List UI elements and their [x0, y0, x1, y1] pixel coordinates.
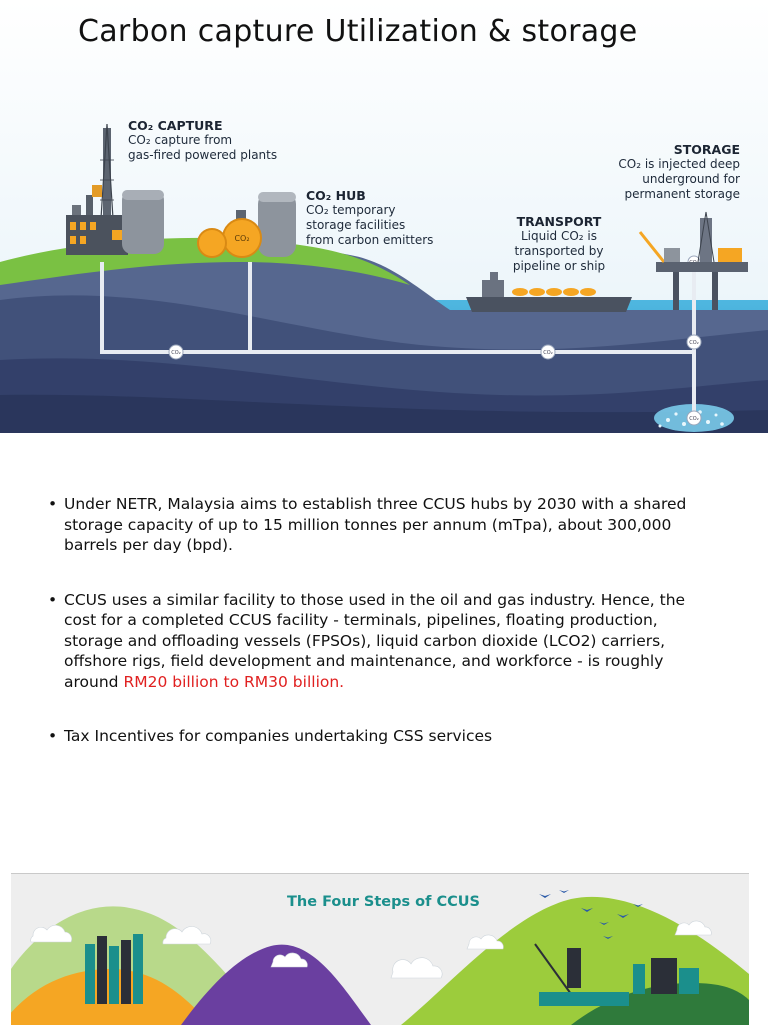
capture-heading: CO₂ CAPTURE	[128, 118, 223, 133]
hub-line: CO₂ temporary	[306, 203, 396, 217]
capture-label	[128, 118, 277, 163]
bullet-ccus-cost	[48, 590, 688, 693]
storage-line: permanent storage	[624, 187, 740, 201]
node-label: CO₂	[171, 350, 181, 356]
tank-co2-label: CO₂	[234, 234, 250, 243]
storage-line: CO₂ is injected deep	[618, 157, 740, 171]
storage-line: underground for	[642, 172, 740, 186]
storage-heading: STORAGE	[673, 142, 740, 157]
storage-label	[590, 142, 740, 202]
bullet-list	[48, 494, 688, 747]
cost-highlight: RM20 billion to RM30 billion.	[123, 672, 345, 691]
transport-heading: TRANSPORT	[516, 214, 602, 229]
transport-line: Liquid CO₂ is	[520, 229, 598, 243]
hub-heading: CO₂ HUB	[306, 188, 366, 203]
bullet-text: CCUS uses a similar facility to those used in the oil and gas industry. Hence, the cost for a completed CCUS facility - terminals, pipelines, floating production, storage and offloading vessels (FPSOs), liquid carbon dioxide (LCO2) carriers, offshore rigs, field development and maintenance, and workforce - is roughly around	[64, 590, 686, 691]
transport-line: pipeline or ship	[512, 259, 606, 273]
node-label: CO₂	[689, 340, 699, 346]
bullet-text: Tax Incentives for companies undertaking CSS services	[64, 727, 493, 745]
bullet-tax-incentives	[48, 726, 688, 747]
capture-line: CO₂ capture from	[128, 133, 233, 147]
bullet-text: Under NETR, Malaysia aims to establish three CCUS hubs by 2030 with a shared storage capacity of up to 15 million tonnes per annum (mTpa), about 300,000 barrels per day (bpd).	[64, 495, 687, 554]
four-steps-banner	[11, 873, 749, 1025]
bullet-netr-hubs	[48, 494, 688, 556]
hub-line: from carbon emitters	[306, 233, 434, 247]
node-label: CO₂	[689, 416, 699, 422]
slide-title: Carbon capture Utilization & storage	[78, 14, 638, 49]
hub-line: storage facilities	[306, 218, 406, 232]
node-label: CO₂	[543, 350, 553, 356]
hub-label	[306, 188, 433, 248]
banner-title: The Four Steps of CCUS	[287, 894, 480, 910]
transport-line: transported by	[514, 244, 604, 258]
capture-line: gas-fired powered plants	[128, 148, 278, 162]
transport-label	[492, 214, 626, 274]
ccus-diagram	[0, 0, 768, 433]
